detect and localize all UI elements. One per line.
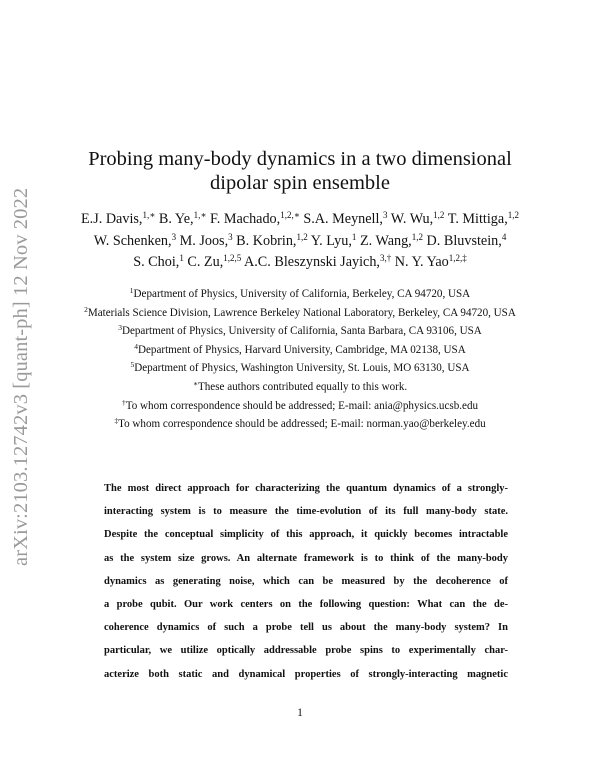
affiliation: $^5$Department of Physics, Washington University, St. Louis, MO 63130, USA [130,360,470,375]
abstract-line: interacting system is to measure the time-evolution of its full many-body state. [104,506,508,518]
affiliation: $^1$Department of Physics, University of California, Berkeley, CA 94720, USA [129,286,471,300]
affiliation: $^2$Materials Science Division, Lawrence Berkeley National Laboratory, Berkeley, CA 94720, USA [84,304,516,319]
correspondence-note: ‡To whom correspondence should be addressed; E-mail: norman.yao@berkeley.edu [114,416,486,431]
author-line-3 [70,252,530,274]
paper-title [70,148,530,195]
correspondence-note: †To whom correspondence should be addressed; E-mail: ania@physics.ucsb.edu [121,397,479,412]
author: M. Joos,$^3$ [179,231,233,249]
abstract-line: a probe qubit. Our work centers on the following question: What can the de- [104,599,508,611]
author: Y. Lyu,$^1$ [310,231,357,249]
author: E.J. Davis,$^{1,∗}$ [80,210,156,227]
author: C. Zu,$^{1,2,5}$ [187,253,242,270]
abstract-line: coherence dynamics of such a probe tell us about the many-body system? In [104,622,508,634]
abstract [104,477,508,686]
affiliation-list [60,285,540,434]
abstract-line: acterize both static and dynamical properties of strongly-interacting magnetic [104,668,508,680]
author: W. Wu,$^{1,2}$ [390,210,445,227]
author: S.A. Meynell,$^3$ [303,210,388,227]
page-number: 1 [297,707,303,719]
abstract-line: particular, we utilize optically addressable probe spins to experimentally char- [104,645,508,657]
title-line-1: Probing many-body dynamics in a two dimensional [88,148,512,170]
abstract-line: The most direct approach for characterizing the quantum dynamics of a strongly- [104,483,508,494]
author-line-1 [70,209,530,231]
abstract-line: dynamics as generating noise, which can be measured by the decoherence of [104,575,508,587]
author: W. Schenken,$^3$ [93,231,177,249]
arxiv-side-stamp: arXiv:2103.12742v3 [quant-ph] 12 Nov 2022 [10,187,32,566]
author: T. Mittiga,$^{1,2}$ [447,210,519,227]
affiliation: $^3$Department of Physics, University of California, Santa Barbara, CA 93106, USA [118,323,482,338]
affiliation: $^4$Department of Physics, Harvard University, Cambridge, MA 02138, USA [134,341,466,356]
author: B. Kobrin,$^{1,2}$ [236,231,308,249]
author: Z. Wang,$^{1,2}$ [359,231,423,249]
abstract-line: Despite the conceptual simplicity of this approach, it quickly becomes intractable [104,529,508,541]
author-line-2 [70,231,530,253]
title-line-2: dipolar spin ensemble [210,171,390,194]
author: S. Choi,$^1$ [133,253,184,270]
abstract-line: as the system size grows. An alternate framework is to think of the many-body [104,552,508,564]
author: D. Bluvstein,$^4$ [426,231,507,249]
author-list [70,209,530,274]
author: F. Machado,$^{1,2,∗}$ [210,210,300,227]
author: N. Y. Yao$^{1,2,\ddagger}$ [394,253,467,270]
author: B. Ye,$^{1,∗}$ [158,210,207,227]
author: A.C. Bleszynski Jayich,$^{3,\dagger}$ [244,253,392,270]
contribution-note: ∗These authors contributed equally to this work. [192,378,408,393]
